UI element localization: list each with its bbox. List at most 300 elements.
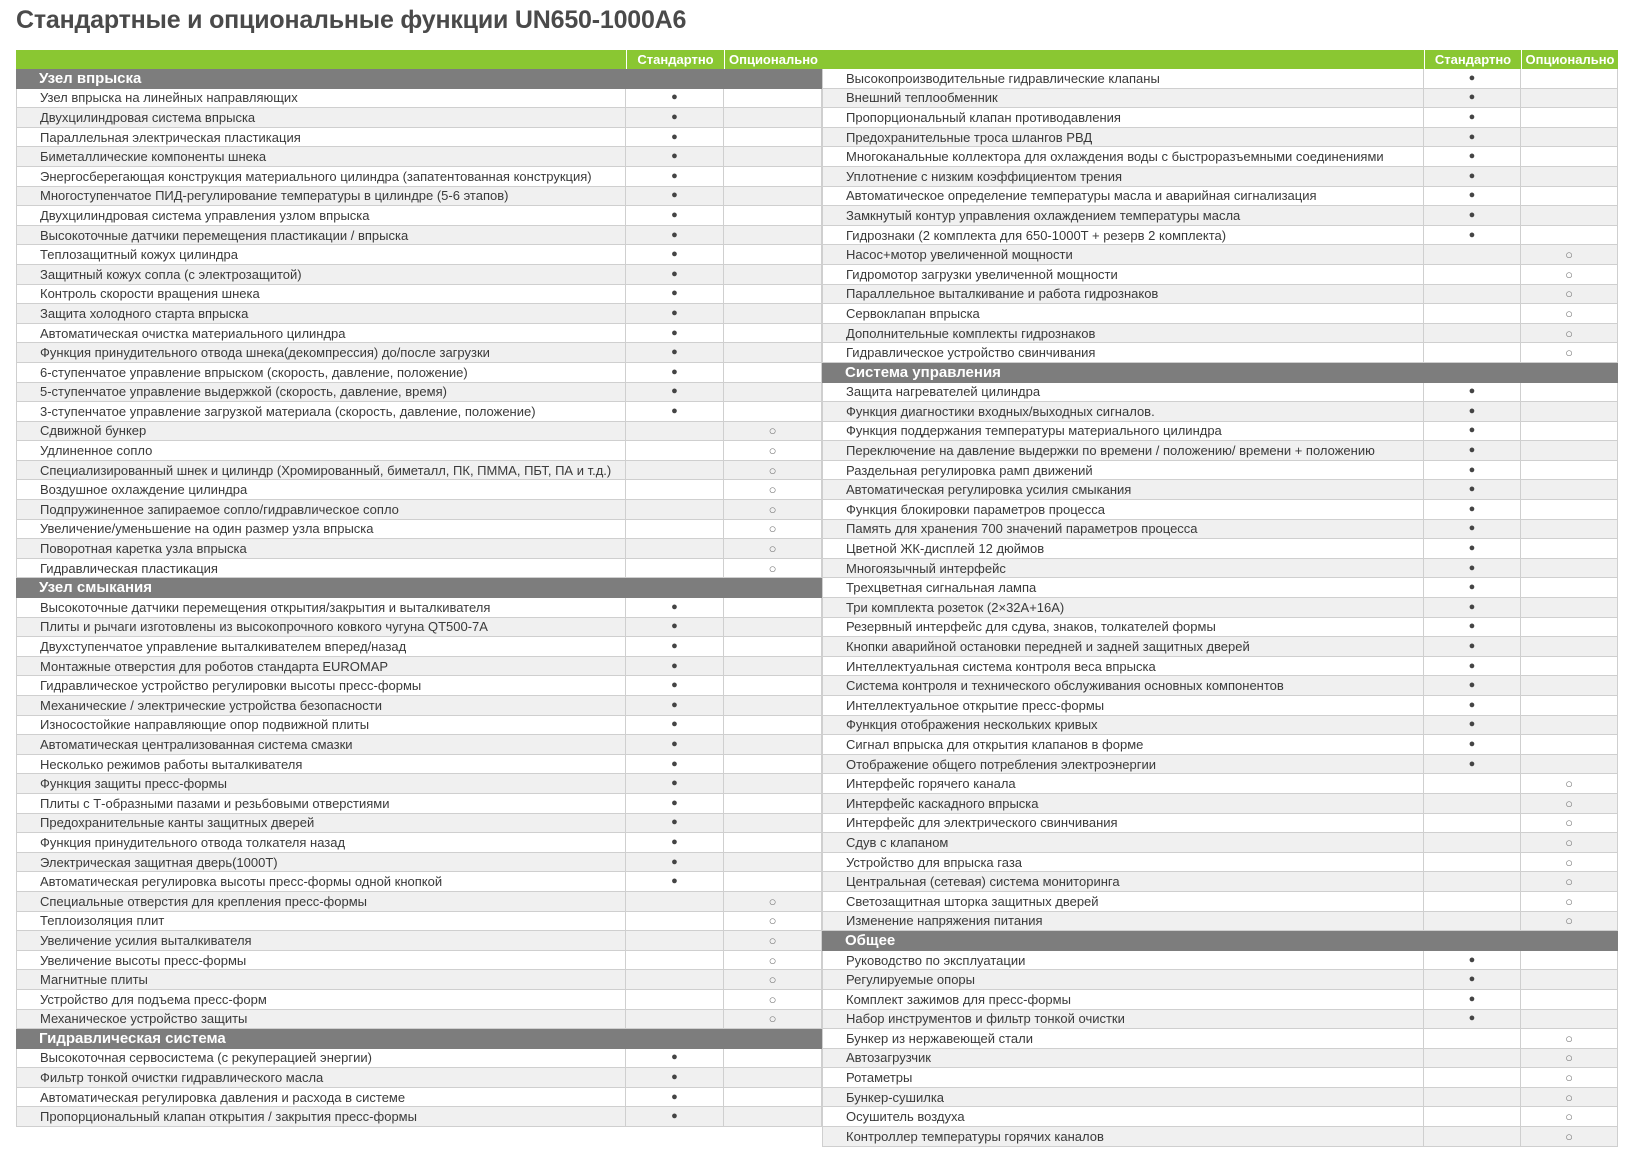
- section-title: Система управления: [845, 363, 1001, 381]
- feature-row: [822, 441, 1618, 461]
- feature-name: Электрическая защитная дверь(1000T): [16, 853, 625, 872]
- feature-row: [822, 853, 1618, 873]
- optional-cell: [723, 206, 822, 225]
- standard-cell: [1423, 69, 1520, 88]
- standard-cell: [1423, 833, 1520, 852]
- optional-cell: [723, 970, 822, 989]
- optional-cell: [723, 539, 822, 558]
- page-title: Стандартные и опциональные функции UN650-1000A6: [16, 6, 687, 34]
- feature-row: [822, 1088, 1618, 1108]
- feature-name: Функция отображения нескольких кривых: [822, 716, 1423, 735]
- feature-name: Руководство по эксплуатации: [822, 951, 1423, 970]
- feature-row: [822, 89, 1618, 109]
- standard-cell: [625, 912, 723, 931]
- feature-name: Внешний теплообменник: [822, 89, 1423, 108]
- optional-cell: [723, 363, 822, 382]
- feature-row: [16, 363, 822, 383]
- optional-cell: [723, 402, 822, 421]
- feature-row: [16, 676, 822, 696]
- feature-row: [16, 1068, 822, 1088]
- feature-name: Параллельная электрическая пластикация: [16, 128, 625, 147]
- optional-circle-icon: ○: [768, 991, 777, 1007]
- standard-cell: [1423, 657, 1520, 676]
- standard-cell: [1423, 1107, 1520, 1126]
- optional-cell: [723, 285, 822, 304]
- feature-row: [16, 167, 822, 187]
- optional-circle-icon: ○: [768, 482, 777, 498]
- feature-row: [822, 578, 1618, 598]
- standard-cell: [625, 1088, 723, 1107]
- feature-row: [16, 226, 822, 246]
- feature-name: Специализированный шнек и цилиндр (Хромированный, биметалл, ПК, ПММА, ПБТ, ПА и т.д.): [16, 461, 625, 480]
- optional-cell: [1520, 402, 1618, 421]
- feature-name: Автозагрузчик: [822, 1049, 1423, 1068]
- optional-cell: [723, 1010, 822, 1029]
- standard-cell: [1423, 637, 1520, 656]
- optional-circle-icon: ○: [1565, 266, 1573, 282]
- standard-dot-icon: ●: [1468, 404, 1476, 417]
- section-header: [822, 363, 1618, 383]
- optional-cell: [1520, 1010, 1618, 1029]
- feature-name: Кнопки аварийной остановки передней и задней защитных дверей: [822, 637, 1423, 656]
- feature-row: [822, 128, 1618, 148]
- feature-name: Теплоизоляция плит: [16, 912, 625, 931]
- feature-name: Автоматическая централизованная система смазки: [16, 735, 625, 754]
- feature-row: [16, 480, 822, 500]
- optional-cell: [1520, 187, 1618, 206]
- standard-cell: [625, 1107, 723, 1126]
- optional-circle-icon: ○: [768, 972, 777, 988]
- standard-cell: [1423, 716, 1520, 735]
- optional-cell: [1520, 539, 1618, 558]
- standard-dot-icon: ●: [671, 267, 678, 280]
- optional-cell: [1520, 657, 1618, 676]
- feature-name: Функция принудительного отвода толкателя назад: [16, 833, 625, 852]
- standard-dot-icon: ●: [1468, 208, 1476, 221]
- standard-cell: [1423, 402, 1520, 421]
- feature-row: [16, 285, 822, 305]
- feature-name: Контроллер температуры горячих каналов: [822, 1127, 1423, 1146]
- feature-row: [16, 402, 822, 422]
- feature-name: Интерфейс горячего канала: [822, 774, 1423, 793]
- feature-name: Многоканальные коллектора для охлаждения воды с быстроразъемными соединениями: [822, 147, 1423, 166]
- optional-circle-icon: ○: [768, 913, 777, 929]
- optional-cell: [1520, 598, 1618, 617]
- optional-cell: [1520, 872, 1618, 891]
- feature-row: [822, 814, 1618, 834]
- standard-cell: [625, 814, 723, 833]
- optional-cell: [723, 461, 822, 480]
- standard-dot-icon: ●: [671, 385, 678, 398]
- standard-dot-icon: ●: [1468, 992, 1476, 1005]
- feature-row: [822, 304, 1618, 324]
- optional-cell: [1520, 89, 1618, 108]
- optional-cell: [723, 383, 822, 402]
- standard-cell: [625, 872, 723, 891]
- feature-name: Монтажные отверстия для роботов стандарта EUROMAP: [16, 657, 625, 676]
- feature-name: Плиты и рычаги изготовлены из высокопрочного ковкого чугуна QT500-7A: [16, 618, 625, 637]
- standard-dot-icon: ●: [1468, 718, 1476, 731]
- standard-cell: [1423, 285, 1520, 304]
- standard-dot-icon: ●: [1468, 189, 1476, 202]
- standard-cell: [625, 1010, 723, 1029]
- standard-cell: [1423, 578, 1520, 597]
- feature-row: [16, 1010, 822, 1030]
- optional-cell: [1520, 794, 1618, 813]
- standard-cell: [1423, 147, 1520, 166]
- standard-cell: [625, 696, 723, 715]
- feature-name: Двухцилиндровая система впрыска: [16, 108, 625, 127]
- standard-cell: [625, 931, 723, 950]
- standard-cell: [1423, 226, 1520, 245]
- optional-cell: [1520, 500, 1618, 519]
- optional-cell: [723, 833, 822, 852]
- feature-name: Автоматическая регулировка усилия смыкания: [822, 480, 1423, 499]
- feature-row: [822, 245, 1618, 265]
- standard-cell: [625, 735, 723, 754]
- standard-cell: [625, 422, 723, 441]
- feature-name: Дополнительные комплекты гидрознаков: [822, 324, 1423, 343]
- optional-circle-icon: ○: [1565, 345, 1573, 361]
- feature-name: Интерфейс для электрического свинчивания: [822, 814, 1423, 833]
- standard-cell: [1423, 853, 1520, 872]
- optional-circle-icon: ○: [768, 541, 777, 557]
- standard-cell: [625, 226, 723, 245]
- standard-dot-icon: ●: [671, 1051, 678, 1064]
- feature-name: Замкнутый контур управления охлаждением температуры масла: [822, 206, 1423, 225]
- standard-dot-icon: ●: [1468, 757, 1476, 770]
- standard-cell: [625, 892, 723, 911]
- section-header: [16, 578, 822, 598]
- feature-row: [16, 520, 822, 540]
- optional-cell: [723, 1068, 822, 1087]
- standard-dot-icon: ●: [671, 150, 678, 163]
- feature-row: [16, 951, 822, 971]
- optional-cell: [723, 343, 822, 362]
- feature-row: [822, 383, 1618, 403]
- feature-name: Высокопроизводительные гидравлические клапаны: [822, 69, 1423, 88]
- feature-name: Несколько режимов работы выталкивателя: [16, 755, 625, 774]
- feature-name: Набор инструментов и фильтр тонкой очистки: [822, 1010, 1423, 1029]
- standard-cell: [1423, 1029, 1520, 1048]
- optional-cell: [723, 637, 822, 656]
- feature-row: [16, 461, 822, 481]
- feature-name: Параллельное выталкивание и работа гидрознаков: [822, 285, 1423, 304]
- feature-name: Насос+мотор увеличенной мощности: [822, 245, 1423, 264]
- feature-row: [822, 1049, 1618, 1069]
- feature-row: [16, 892, 822, 912]
- standard-dot-icon: ●: [1468, 385, 1476, 398]
- header-blank: [822, 50, 1424, 69]
- standard-dot-icon: ●: [1468, 620, 1476, 633]
- feature-name: Осушитель воздуха: [822, 1107, 1423, 1126]
- standard-dot-icon: ●: [671, 1071, 678, 1084]
- optional-cell: [1520, 853, 1618, 872]
- optional-circle-icon: ○: [1565, 795, 1573, 811]
- feature-row: [822, 500, 1618, 520]
- feature-row: [822, 422, 1618, 442]
- feature-row: [822, 147, 1618, 167]
- feature-row: [16, 559, 822, 579]
- feature-row: [822, 794, 1618, 814]
- feature-row: [16, 245, 822, 265]
- feature-name: Увеличение/уменьшение на один размер узла впрыска: [16, 520, 625, 539]
- standard-dot-icon: ●: [1468, 679, 1476, 692]
- optional-cell: [723, 676, 822, 695]
- standard-cell: [1423, 618, 1520, 637]
- standard-cell: [1423, 892, 1520, 911]
- feature-name: Двухступенчатое управление выталкивателем вперед/назад: [16, 637, 625, 656]
- optional-cell: [1520, 774, 1618, 793]
- feature-name: Светозащитная шторка защитных дверей: [822, 892, 1423, 911]
- section-title: Общее: [845, 931, 896, 949]
- standard-dot-icon: ●: [1468, 169, 1476, 182]
- section-header: [16, 69, 822, 89]
- feature-row: [16, 735, 822, 755]
- feature-row: [16, 128, 822, 148]
- feature-name: Функция блокировки параметров процесса: [822, 500, 1423, 519]
- optional-cell: [1520, 108, 1618, 127]
- feature-name: Автоматическая регулировка высоты пресс-формы одной кнопкой: [16, 872, 625, 891]
- optional-cell: [723, 892, 822, 911]
- standard-dot-icon: ●: [671, 796, 678, 809]
- feature-name: Цветной ЖК-дисплей 12 дюймов: [822, 539, 1423, 558]
- optional-cell: [1520, 951, 1618, 970]
- standard-cell: [625, 147, 723, 166]
- standard-dot-icon: ●: [1468, 444, 1476, 457]
- feature-row: [16, 187, 822, 207]
- feature-row: [822, 480, 1618, 500]
- optional-cell: [723, 657, 822, 676]
- standard-cell: [1423, 1088, 1520, 1107]
- optional-cell: [1520, 206, 1618, 225]
- standard-dot-icon: ●: [671, 248, 678, 261]
- feature-name: Сервоклапан впрыска: [822, 304, 1423, 323]
- feature-name: Бункер-сушилка: [822, 1088, 1423, 1107]
- feature-name: Автоматическая очистка материального цилиндра: [16, 324, 625, 343]
- optional-circle-icon: ○: [1565, 1109, 1573, 1125]
- standard-cell: [625, 265, 723, 284]
- feature-name: 3-ступенчатое управление загрузкой материала (скорость, давление, положение): [16, 402, 625, 421]
- standard-dot-icon: ●: [671, 365, 678, 378]
- optional-cell: [723, 265, 822, 284]
- standard-dot-icon: ●: [671, 130, 678, 143]
- standard-dot-icon: ●: [1468, 130, 1476, 143]
- feature-name: Устройство для впрыска газа: [822, 853, 1423, 872]
- feature-row: [16, 696, 822, 716]
- feature-name: Функция поддержания температуры материального цилиндра: [822, 422, 1423, 441]
- standard-cell: [625, 108, 723, 127]
- optional-cell: [723, 480, 822, 499]
- feature-row: [822, 187, 1618, 207]
- feature-name: Многоязычный интерфейс: [822, 559, 1423, 578]
- feature-name: Ротаметры: [822, 1068, 1423, 1087]
- standard-cell: [1423, 990, 1520, 1009]
- standard-cell: [1423, 735, 1520, 754]
- feature-row: [16, 324, 822, 344]
- feature-row: [16, 755, 822, 775]
- optional-cell: [1520, 735, 1618, 754]
- feature-row: [16, 265, 822, 285]
- optional-cell: [1520, 520, 1618, 539]
- standard-cell: [625, 304, 723, 323]
- standard-cell: [1423, 187, 1520, 206]
- optional-circle-icon: ○: [1565, 815, 1573, 831]
- optional-cell: [1520, 422, 1618, 441]
- optional-cell: [1520, 755, 1618, 774]
- standard-cell: [1423, 480, 1520, 499]
- standard-cell: [1423, 383, 1520, 402]
- standard-cell: [625, 343, 723, 362]
- standard-dot-icon: ●: [1468, 973, 1476, 986]
- standard-dot-icon: ●: [671, 777, 678, 790]
- feature-name: Изменение напряжения питания: [822, 912, 1423, 931]
- feature-name: Центральная (сетевая) система мониторинга: [822, 872, 1423, 891]
- optional-cell: [1520, 1049, 1618, 1068]
- optional-circle-icon: ○: [1565, 1070, 1573, 1086]
- standard-dot-icon: ●: [671, 1110, 678, 1123]
- standard-dot-icon: ●: [1468, 542, 1476, 555]
- optional-cell: [1520, 1029, 1618, 1048]
- standard-cell: [1423, 206, 1520, 225]
- feature-row: [822, 108, 1618, 128]
- optional-cell: [723, 147, 822, 166]
- standard-dot-icon: ●: [671, 640, 678, 653]
- feature-row: [822, 892, 1618, 912]
- optional-cell: [723, 794, 822, 813]
- optional-circle-icon: ○: [768, 521, 777, 537]
- optional-cell: [723, 324, 822, 343]
- standard-cell: [1423, 324, 1520, 343]
- feature-row: [822, 461, 1618, 481]
- feature-name: Система контроля и технического обслуживания основных компонентов: [822, 676, 1423, 695]
- feature-name: Интеллектуальное открытие пресс-формы: [822, 696, 1423, 715]
- standard-dot-icon: ●: [1468, 581, 1476, 594]
- feature-row: [822, 657, 1618, 677]
- optional-circle-icon: ○: [1565, 893, 1573, 909]
- optional-cell: [1520, 676, 1618, 695]
- optional-circle-icon: ○: [768, 1011, 777, 1027]
- standard-cell: [1423, 1068, 1520, 1087]
- feature-name: Высокоточные датчики перемещения пластикации / впрыска: [16, 226, 625, 245]
- standard-dot-icon: ●: [1468, 561, 1476, 574]
- optional-cell: [723, 853, 822, 872]
- feature-name: Раздельная регулировка рамп движений: [822, 461, 1423, 480]
- standard-dot-icon: ●: [671, 326, 678, 339]
- standard-dot-icon: ●: [1468, 659, 1476, 672]
- feature-row: [822, 833, 1618, 853]
- standard-cell: [625, 167, 723, 186]
- feature-name: Предохранительные троса шлангов РВД: [822, 128, 1423, 147]
- feature-row: [16, 441, 822, 461]
- standard-dot-icon: ●: [671, 91, 678, 104]
- feature-name: Защита нагревателей цилиндра: [822, 383, 1423, 402]
- optional-cell: [1520, 637, 1618, 656]
- feature-row: [822, 696, 1618, 716]
- optional-circle-icon: ○: [768, 893, 777, 909]
- optional-circle-icon: ○: [768, 501, 777, 517]
- feature-name: Воздушное охлаждение цилиндра: [16, 480, 625, 499]
- optional-cell: [1520, 285, 1618, 304]
- feature-row: [16, 931, 822, 951]
- standard-cell: [625, 89, 723, 108]
- feature-name: Гидравлическое устройство свинчивания: [822, 343, 1423, 362]
- standard-cell: [1423, 422, 1520, 441]
- feature-row: [16, 637, 822, 657]
- standard-dot-icon: ●: [671, 718, 678, 731]
- standard-dot-icon: ●: [1468, 91, 1476, 104]
- feature-row: [822, 716, 1618, 736]
- optional-cell: [1520, 1127, 1618, 1146]
- feature-name: 5-ступенчатое управление выдержкой (скорость, давление, время): [16, 383, 625, 402]
- standard-dot-icon: ●: [671, 659, 678, 672]
- standard-cell: [1423, 108, 1520, 127]
- standard-cell: [625, 716, 723, 735]
- feature-row: [16, 853, 822, 873]
- optional-cell: [723, 304, 822, 323]
- feature-name: Удлиненное сопло: [16, 441, 625, 460]
- optional-cell: [1520, 814, 1618, 833]
- feature-row: [16, 912, 822, 932]
- optional-circle-icon: ○: [768, 423, 777, 439]
- table-header: [16, 50, 822, 69]
- standard-dot-icon: ●: [671, 855, 678, 868]
- standard-dot-icon: ●: [1468, 600, 1476, 613]
- standard-cell: [625, 461, 723, 480]
- optional-circle-icon: ○: [1565, 1050, 1573, 1066]
- optional-cell: [1520, 696, 1618, 715]
- feature-name: Регулируемые опоры: [822, 970, 1423, 989]
- feature-name: Сигнал впрыска для открытия клапанов в форме: [822, 735, 1423, 754]
- table-header: [822, 50, 1618, 69]
- standard-cell: [1423, 970, 1520, 989]
- feature-row: [16, 383, 822, 403]
- standard-cell: [625, 559, 723, 578]
- standard-dot-icon: ●: [671, 169, 678, 182]
- feature-name: Двухцилиндровая система управления узлом впрыска: [16, 206, 625, 225]
- feature-name: Функция принудительного отвода шнека(декомпрессия) до/после загрузки: [16, 343, 625, 362]
- optional-cell: [723, 735, 822, 754]
- standard-cell: [1423, 1049, 1520, 1068]
- optional-circle-icon: ○: [1565, 834, 1573, 850]
- optional-cell: [1520, 559, 1618, 578]
- standard-dot-icon: ●: [1468, 522, 1476, 535]
- optional-circle-icon: ○: [1565, 325, 1573, 341]
- optional-cell: [723, 226, 822, 245]
- optional-cell: [723, 716, 822, 735]
- standard-cell: [625, 402, 723, 421]
- optional-cell: [1520, 128, 1618, 147]
- feature-row: [822, 226, 1618, 246]
- feature-name: Многоступенчатое ПИД-регулирование температуры в цилиндре (5-6 этапов): [16, 187, 625, 206]
- optional-cell: [723, 245, 822, 264]
- feature-row: [16, 990, 822, 1010]
- standard-cell: [1423, 912, 1520, 931]
- feature-row: [16, 872, 822, 892]
- standard-dot-icon: ●: [1468, 483, 1476, 496]
- standard-dot-icon: ●: [1468, 698, 1476, 711]
- feature-row: [822, 735, 1618, 755]
- feature-name: Предохранительные канты защитных дверей: [16, 814, 625, 833]
- optional-cell: [723, 774, 822, 793]
- optional-cell: [1520, 441, 1618, 460]
- optional-cell: [1520, 1068, 1618, 1087]
- standard-dot-icon: ●: [671, 835, 678, 848]
- feature-name: Сдвижной бункер: [16, 422, 625, 441]
- feature-name: Увеличение усилия выталкивателя: [16, 931, 625, 950]
- optional-cell: [1520, 716, 1618, 735]
- feature-row: [822, 990, 1618, 1010]
